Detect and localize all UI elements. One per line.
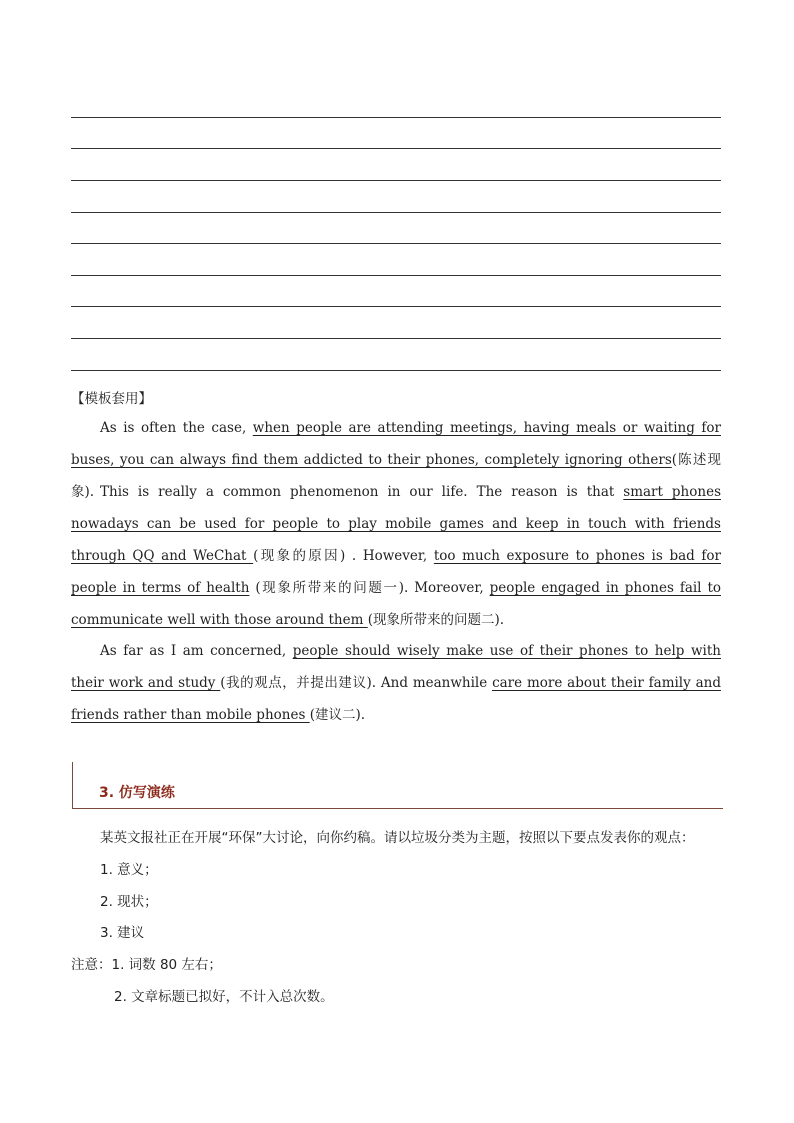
- section-title: 3. 仿写演练: [99, 785, 175, 801]
- para2-note-problem2: (现象所带来的问题二).: [367, 612, 505, 628]
- note-line-1: 注意：1. 词数 80 左右；: [71, 957, 222, 973]
- writing-line: [71, 117, 721, 118]
- para3-underlined-opinion: people should wisely make use of their phones to help with their work and study: [71, 643, 721, 691]
- para1-underlined: when people are attending meetings, having meals or waiting for buses, you can always find them addicted to their phones, completely ignoring others: [71, 420, 721, 468]
- task-point-1: 1. 意义；: [100, 862, 158, 878]
- writing-line: [71, 180, 721, 181]
- para2-text: This is really a common phenomenon in our life. The reason is that: [100, 484, 624, 500]
- para3-text: As far as I am concerned,: [100, 643, 293, 659]
- task-point-2: 2. 现状；: [100, 894, 158, 910]
- para3-underlined-suggestion2: care more about their family and friends rather than mobile phones: [71, 675, 721, 723]
- writing-line: [71, 275, 721, 276]
- task-prompt: 某英文报社正在开展“环保”大讨论，向你约稿。请以垃圾分类为主题，按照以下要点发表你的观点：: [100, 830, 695, 846]
- para2-note-reason: (现象的原因) . However,: [253, 548, 434, 564]
- para2-underlined-reason: smart phones nowadays can be used for people to play mobile games and keep in touch with friends through QQ and WeChat: [71, 484, 721, 564]
- template-paragraph-3: [71, 635, 721, 731]
- note-line-2: 2. 文章标题已拟好，不计入总次数。: [114, 989, 334, 1005]
- writing-line: [71, 243, 721, 244]
- writing-line: [71, 370, 721, 371]
- para3-note-suggestion2: (建议二).: [309, 707, 366, 723]
- para2-underlined-problem2: people engaged in phones fail to communicate well with those around them: [71, 580, 721, 628]
- task-point-3: 3. 建议: [100, 925, 145, 941]
- para2-note-problem1: (现象所带来的问题一). Moreover,: [249, 580, 490, 596]
- writing-line: [71, 338, 721, 339]
- para3-note-opinion: (我的观点，并提出建议). And meanwhile: [220, 675, 493, 691]
- para1-note: (陈述现象).: [71, 452, 721, 500]
- template-paragraph-2: [71, 476, 721, 636]
- para2-underlined-problem1: too much exposure to phones is bad for people in terms of health: [71, 548, 721, 596]
- writing-line: [71, 212, 721, 213]
- para1-text: As is often the case,: [100, 420, 253, 436]
- template-heading: 【模板套用】: [71, 391, 152, 407]
- writing-line: [71, 148, 721, 149]
- writing-line: [71, 306, 721, 307]
- section-box: [72, 762, 723, 809]
